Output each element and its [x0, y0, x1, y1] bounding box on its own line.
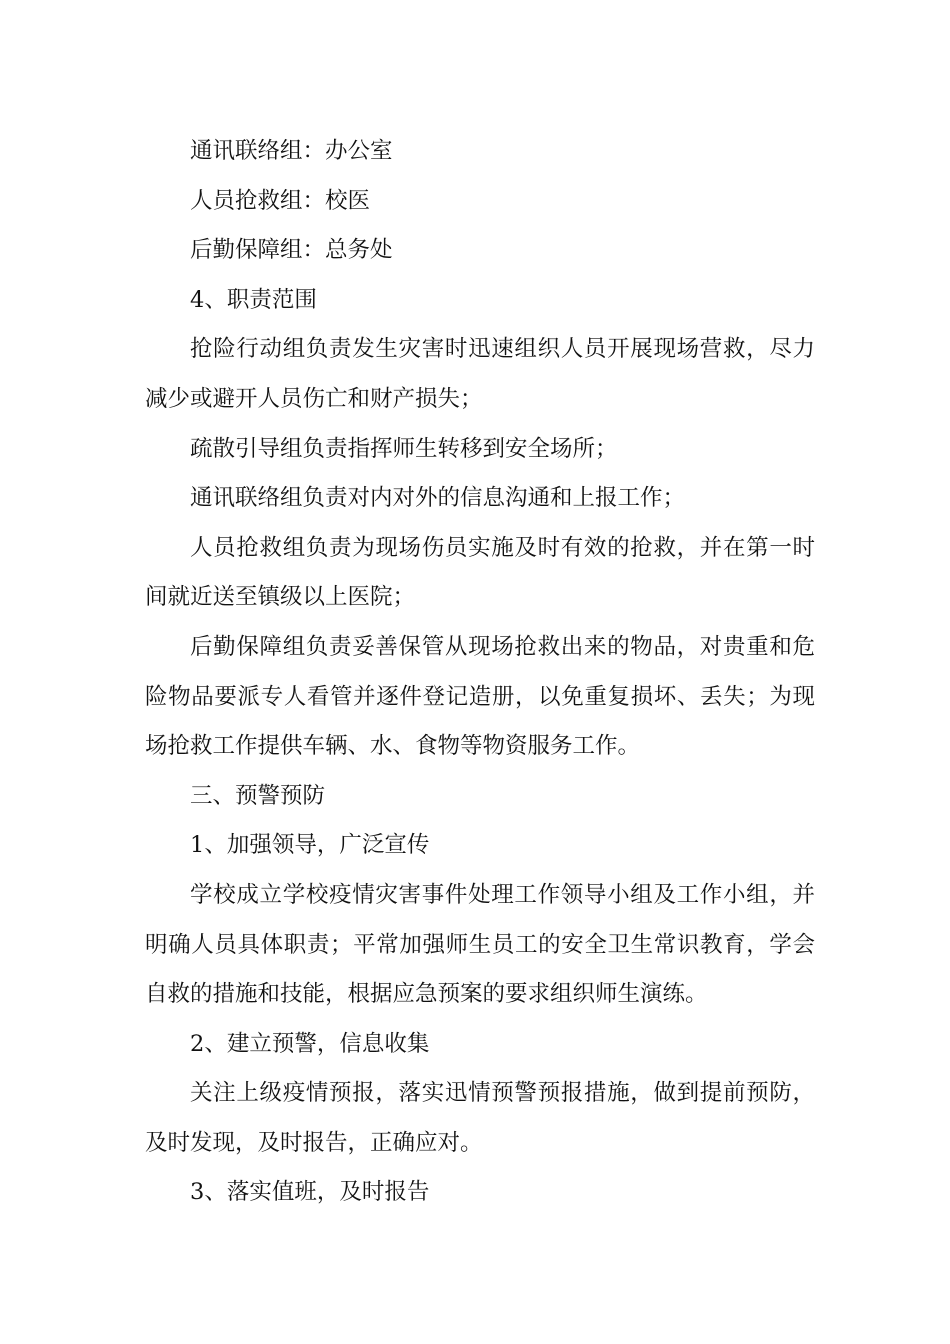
paragraph-leadership: 学校成立学校疫情灾害事件处理工作领导小组及工作小组，并明确人员具体职责；平常加强师生员工的安全卫生常识教育，学会自救的措施和技能，根据应急预案的要求组织师生演练。 [145, 881, 815, 1008]
paragraph-duty-evacuation-group: 疏散引导组负责指挥师生转移到安全场所； [190, 435, 618, 462]
section-heading-prevention: 三、预警预防 [190, 782, 326, 809]
subheading-duty-shift: 3、落实值班，及时报告 [190, 1179, 430, 1206]
paragraph-duty-rescue-group: 人员抢救组负责为现场伤员实施及时有效的抢救，并在第一时间就近送至镇级以上医院； [145, 534, 815, 611]
section-heading-duties: 4、职责范围 [190, 286, 317, 313]
paragraph-rescue-group: 人员抢救组：校医 [190, 187, 371, 214]
paragraph-warning: 关注上级疫情预报，落实迅情预警预报措施，做到提前预防，及时发现，及时报告，正确应对。 [145, 1080, 815, 1156]
paragraph-duty-comm-group: 通讯联络组负责对内对外的信息沟通和上报工作； [190, 485, 686, 512]
subheading-warning: 2、建立预警，信息收集 [190, 1030, 430, 1057]
subheading-leadership: 1、加强领导，广泛宣传 [190, 832, 430, 859]
paragraph-duty-logistics-group: 后勤保障组负责妥善保管从现场抢救出来的物品，对贵重和危险物品要派专人看管并逐件登记造册，以免重复损坏、丢失；为现场抢救工作提供车辆、水、食物等物资服务工作。 [145, 633, 815, 760]
document-body [145, 127, 815, 1218]
paragraph-comm-group: 通讯联络组：办公室 [190, 138, 393, 164]
paragraph-logistics-group: 后勤保障组：总务处 [190, 237, 393, 264]
paragraph-duty-action-group: 抢险行动组负责发生灾害时迅速组织人员开展现场营救，尽力减少或避开人员伤亡和财产损失； [145, 336, 815, 412]
